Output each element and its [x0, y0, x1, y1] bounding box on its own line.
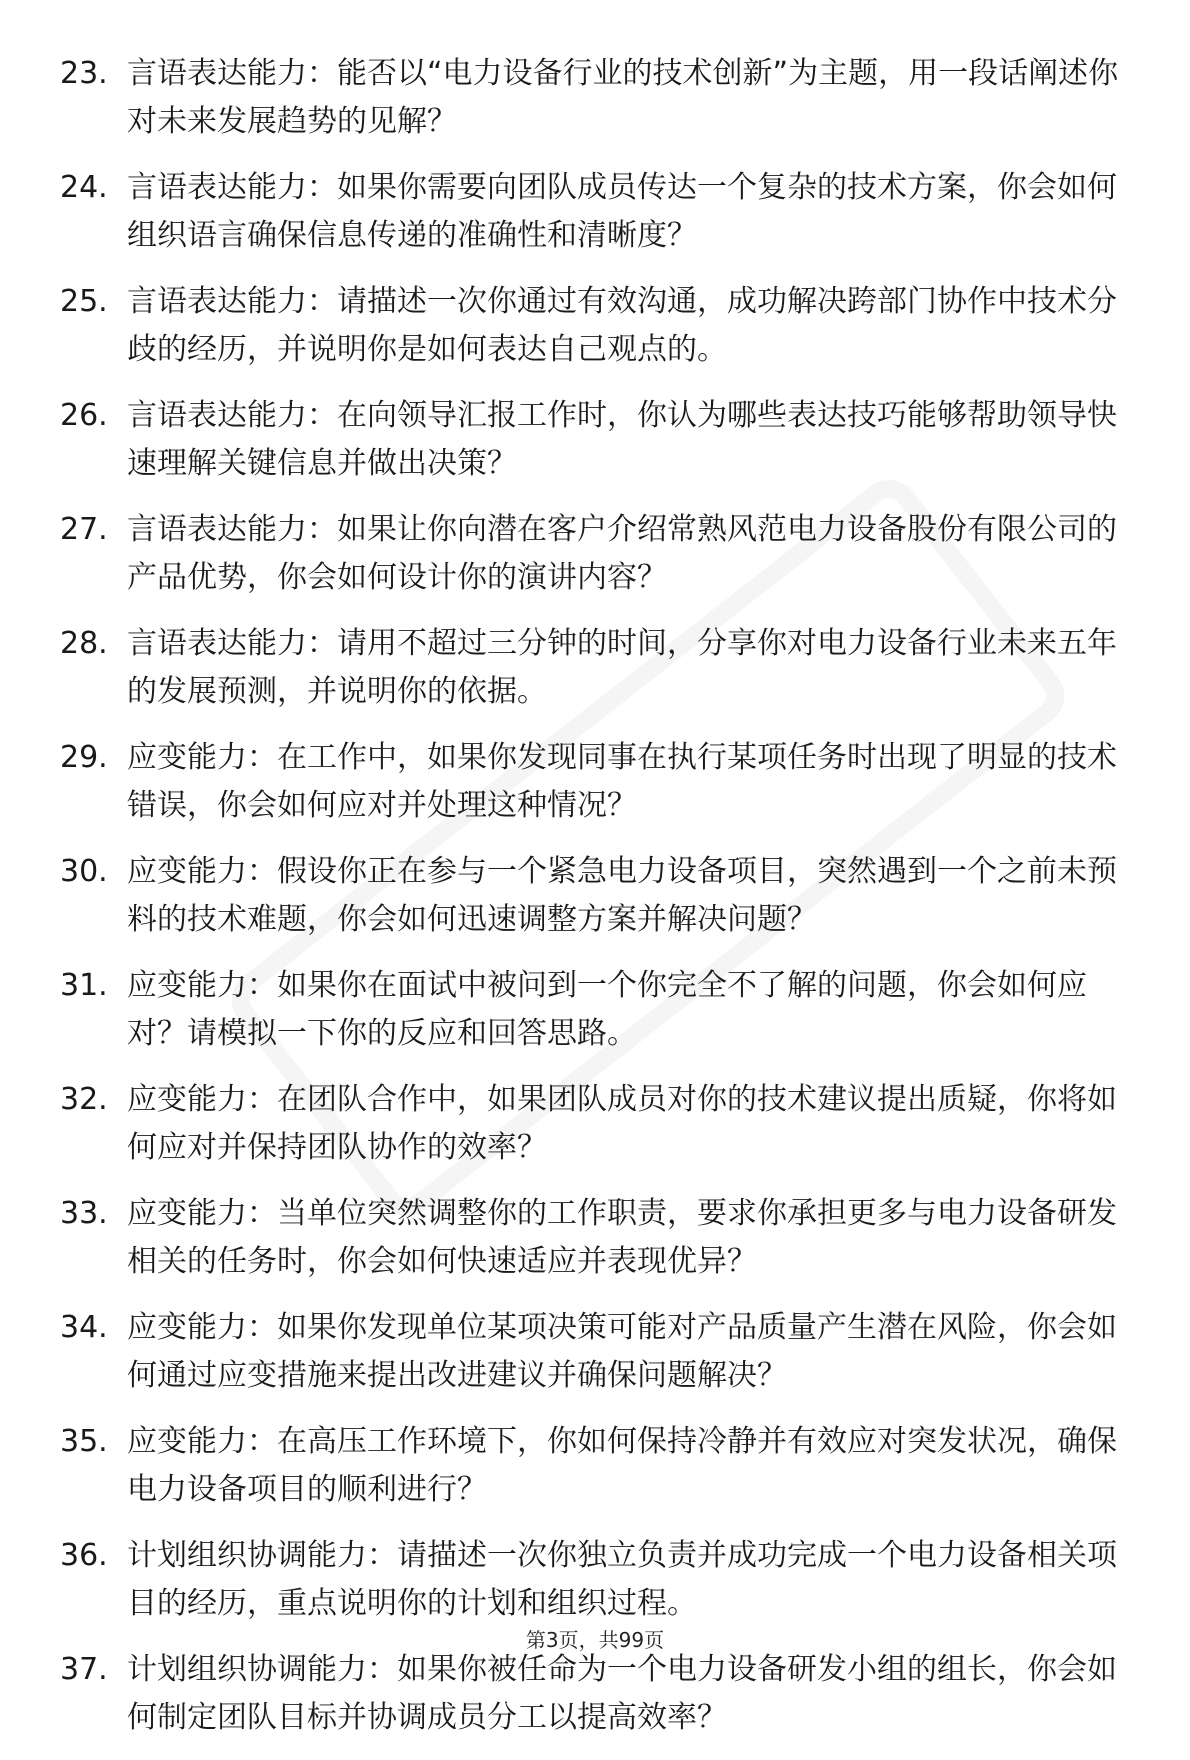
question-item — [60, 1304, 1120, 1400]
question-item — [60, 50, 1120, 146]
question-number: 30. — [60, 854, 108, 889]
question-number: 32. — [60, 1082, 108, 1117]
question-number: 34. — [60, 1310, 108, 1345]
question-text: 言语表达能力：请描述一次你通过有效沟通，成功解决跨部门协作中技术分歧的经历，并说明你是如何表达自己观点的。 — [127, 284, 1117, 367]
question-number: 24. — [60, 170, 108, 205]
question-text: 计划组织协调能力：请描述一次你独立负责并成功完成一个电力设备相关项目的经历，重点说明你的计划和组织过程。 — [127, 1538, 1117, 1621]
page-footer: 第3页，共99页 — [525, 1628, 665, 1652]
question-text: 应变能力：在工作中，如果你发现同事在执行某项任务时出现了明显的技术错误，你会如何应对并处理这种情况？ — [127, 740, 1117, 823]
question-item — [60, 848, 1120, 944]
question-text: 应变能力：当单位突然调整你的工作职责，要求你承担更多与电力设备研发相关的任务时，你会如何快速适应并表现优异？ — [127, 1196, 1117, 1279]
question-item — [60, 1076, 1120, 1172]
question-number: 25. — [60, 284, 108, 319]
question-item — [60, 1532, 1120, 1628]
question-item — [60, 506, 1120, 602]
question-number: 35. — [60, 1424, 108, 1459]
question-item — [60, 962, 1120, 1058]
question-text: 应变能力：如果你发现单位某项决策可能对产品质量产生潜在风险，你会如何通过应变措施来提出改进建议并确保问题解决？ — [127, 1310, 1117, 1393]
question-number: 33. — [60, 1196, 108, 1231]
question-item — [60, 392, 1120, 488]
question-text: 应变能力：在团队合作中，如果团队成员对你的技术建议提出质疑，你将如何应对并保持团队协作的效率？ — [127, 1082, 1117, 1165]
question-number: 26. — [60, 398, 108, 433]
question-item — [60, 1418, 1120, 1514]
question-item — [60, 620, 1120, 716]
question-text: 应变能力：在高压工作环境下，你如何保持冷静并有效应对突发状况，确保电力设备项目的顺利进行？ — [127, 1424, 1117, 1507]
question-item — [60, 734, 1120, 830]
question-text: 计划组织协调能力：如果你被任命为一个电力设备研发小组的组长，你会如何制定团队目标并协调成员分工以提高效率？ — [127, 1652, 1117, 1735]
question-number: 29. — [60, 740, 108, 775]
question-text: 应变能力：假设你正在参与一个紧急电力设备项目，突然遇到一个之前未预料的技术难题，你会如何迅速调整方案并解决问题？ — [127, 854, 1117, 937]
question-item — [60, 1190, 1120, 1286]
question-number: 36. — [60, 1538, 108, 1573]
question-number: 31. — [60, 968, 108, 1003]
question-text: 言语表达能力：请用不超过三分钟的时间，分享你对电力设备行业未来五年的发展预测，并说明你的依据。 — [127, 626, 1117, 709]
question-text: 言语表达能力：能否以“电力设备行业的技术创新”为主题，用一段话阐述你对未来发展趋势的见解？ — [127, 56, 1119, 139]
question-item — [60, 278, 1120, 374]
question-text: 言语表达能力：如果让你向潜在客户介绍常熟风范电力设备股份有限公司的产品优势，你会如何设计你的演讲内容？ — [127, 512, 1117, 595]
question-number: 28. — [60, 626, 108, 661]
question-number: 23. — [60, 56, 108, 91]
question-text: 言语表达能力：如果你需要向团队成员传达一个复杂的技术方案，你会如何组织语言确保信息传递的准确性和清晰度？ — [127, 170, 1117, 253]
question-item — [60, 1646, 1120, 1742]
question-item — [60, 164, 1120, 260]
question-text: 言语表达能力：在向领导汇报工作时，你认为哪些表达技巧能够帮助领导快速理解关键信息并做出决策？ — [127, 398, 1117, 481]
question-number: 27. — [60, 512, 108, 547]
question-text: 应变能力：如果你在面试中被问到一个你完全不了解的问题，你会如何应对？请模拟一下你的反应和回答思路。 — [127, 968, 1087, 1051]
question-list — [60, 50, 1120, 1760]
question-number: 37. — [60, 1652, 108, 1687]
